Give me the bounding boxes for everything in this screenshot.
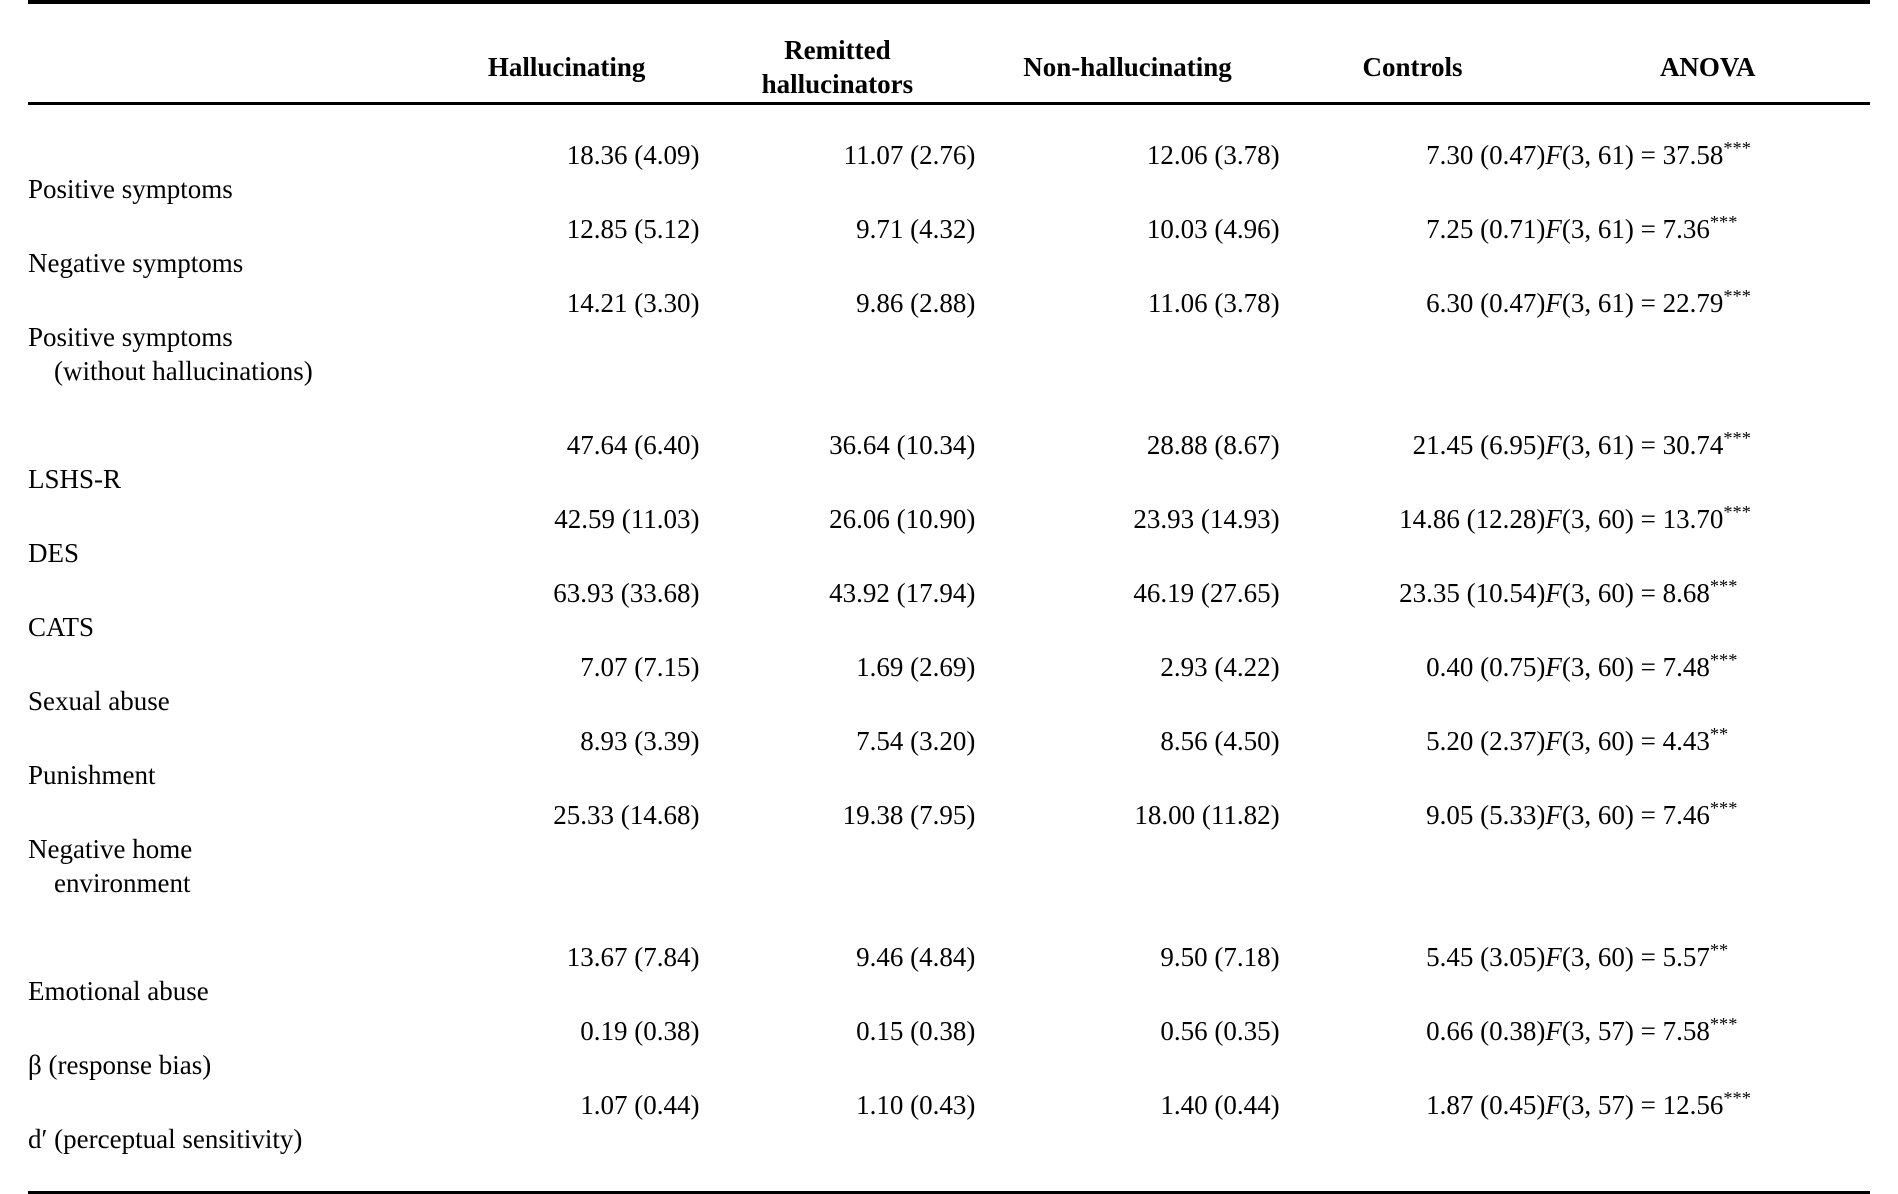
cell-non-hallucinating: 10.03 (4.96) [1146, 214, 1280, 245]
anova-f-symbol: F [1545, 652, 1562, 683]
cell-controls: 14.86 (12.28) [1399, 504, 1546, 535]
cell-anova [1545, 1011, 1870, 1085]
table-row [28, 1085, 1870, 1159]
cell-remitted: 19.38 (7.95) [842, 800, 976, 831]
row-label-main: Positive symptoms [28, 174, 233, 205]
statistics-table [28, 0, 1870, 1194]
cell-controls: 23.35 (10.54) [1399, 578, 1546, 609]
anova-statistic: (3, 60) = 7.48 [1561, 652, 1710, 683]
table-row [28, 425, 1870, 499]
anova-significance: *** [1709, 212, 1738, 233]
cell-non-hallucinating: 23.93 (14.93) [1133, 504, 1280, 535]
cell-hallucinating: 8.93 (3.39) [580, 726, 700, 757]
row-label-main: DES [28, 538, 80, 569]
cell-controls: 0.66 (0.38) [1426, 1016, 1546, 1047]
table-row [28, 209, 1870, 283]
row-label-main: LSHS-R [28, 464, 122, 495]
anova-statistic: (3, 61) = 22.79 [1561, 288, 1724, 319]
cell-non-hallucinating: 12.06 (3.78) [1146, 140, 1280, 171]
cell-hallucinating: 63.93 (33.68) [553, 578, 700, 609]
anova-f-symbol: F [1545, 1016, 1562, 1047]
cell-controls: 9.05 (5.33) [1426, 800, 1546, 831]
cell-remitted: 1.10 (0.43) [856, 1090, 976, 1121]
cell-anova [1545, 425, 1870, 499]
anova-significance: *** [1723, 1088, 1751, 1109]
anova-significance: *** [1709, 576, 1738, 597]
cell-remitted: 7.54 (3.20) [856, 726, 976, 757]
cell-controls: 5.20 (2.37) [1426, 726, 1546, 757]
cell-non-hallucinating: 28.88 (8.67) [1146, 430, 1280, 461]
anova-significance: *** [1709, 1014, 1738, 1035]
header-remitted-line1: Remitted [784, 35, 891, 65]
anova-significance: *** [1723, 428, 1751, 449]
cell-hallucinating: 25.33 (14.68) [553, 800, 700, 831]
anova-significance: *** [1723, 502, 1751, 523]
cell-non-hallucinating: 18.00 (11.82) [1134, 800, 1280, 831]
cell-anova [1545, 209, 1870, 283]
table-row [28, 573, 1870, 647]
header-non-hallucinating [975, 32, 1279, 104]
table-row [28, 795, 1870, 937]
anova-f-symbol: F [1545, 288, 1562, 319]
anova-significance: *** [1709, 798, 1738, 819]
header-non-hallucinating-label: Non-hallucinating [1023, 52, 1232, 82]
cell-remitted: 9.86 (2.88) [856, 288, 976, 319]
cell-anova [1545, 1085, 1870, 1159]
header-bottom-spacer [28, 105, 1870, 135]
cell-controls: 21.45 (6.95) [1412, 430, 1546, 461]
anova-f-symbol: F [1545, 578, 1562, 609]
anova-statistic: (3, 60) = 5.57 [1561, 942, 1710, 973]
row-label-continuation: environment [54, 868, 191, 899]
row-label [28, 1085, 434, 1159]
anova-statistic: (3, 61) = 37.58 [1561, 140, 1724, 171]
cell-non-hallucinating: 1.40 (0.44) [1160, 1090, 1280, 1121]
table-bottom-spacer [28, 1159, 1870, 1193]
header-top-spacer [28, 4, 1870, 32]
row-label [28, 425, 434, 499]
cell-remitted: 9.71 (4.32) [856, 214, 976, 245]
anova-f-symbol: F [1545, 214, 1562, 245]
cell-anova [1545, 573, 1870, 647]
row-label [28, 135, 434, 209]
row-label-main: Punishment [28, 760, 156, 791]
anova-statistic: (3, 61) = 30.74 [1561, 430, 1724, 461]
cell-remitted: 26.06 (10.90) [829, 504, 976, 535]
anova-f-symbol: F [1545, 1090, 1562, 1121]
row-label [28, 937, 434, 1011]
header-controls [1280, 32, 1546, 104]
row-label-main: β (response bias) [28, 1050, 212, 1081]
anova-significance: ** [1709, 724, 1729, 745]
header-remitted-line2: hallucinators [761, 69, 914, 100]
row-label-main: Sexual abuse [28, 686, 170, 717]
cell-anova [1545, 647, 1870, 721]
row-label [28, 209, 434, 283]
cell-remitted: 11.07 (2.76) [843, 140, 976, 171]
anova-statistic: (3, 60) = 8.68 [1561, 578, 1710, 609]
anova-f-symbol: F [1545, 140, 1562, 171]
row-label-main: Negative symptoms [28, 248, 244, 279]
cell-hallucinating: 12.85 (5.12) [566, 214, 700, 245]
anova-statistic: (3, 57) = 7.58 [1561, 1016, 1710, 1047]
cell-anova [1545, 937, 1870, 1011]
anova-f-symbol: F [1545, 942, 1562, 973]
row-label-continuation: (without hallucinations) [54, 356, 313, 387]
cell-controls: 6.30 (0.47) [1426, 288, 1546, 319]
table-row [28, 283, 1870, 425]
row-label-main: Emotional abuse [28, 976, 209, 1007]
cell-anova [1545, 721, 1870, 795]
anova-f-symbol: F [1545, 726, 1562, 757]
table-row [28, 1011, 1870, 1085]
table-row [28, 647, 1870, 721]
cell-controls: 0.40 (0.75) [1426, 652, 1546, 683]
cell-remitted: 43.92 (17.94) [829, 578, 976, 609]
row-label [28, 721, 434, 795]
cell-remitted: 1.69 (2.69) [856, 652, 976, 683]
cell-controls: 7.25 (0.71) [1426, 214, 1546, 245]
header-remitted-hallucinators [699, 32, 975, 104]
row-label [28, 1011, 434, 1085]
anova-f-symbol: F [1545, 504, 1562, 535]
row-label-main: CATS [28, 612, 95, 643]
cell-non-hallucinating: 0.56 (0.35) [1160, 1016, 1280, 1047]
cell-remitted: 36.64 (10.34) [829, 430, 976, 461]
row-label [28, 573, 434, 647]
cell-non-hallucinating: 11.06 (3.78) [1147, 288, 1280, 319]
row-label [28, 647, 434, 721]
row-label [28, 795, 434, 937]
anova-f-symbol: F [1545, 800, 1562, 831]
anova-significance: *** [1709, 650, 1738, 671]
row-label [28, 283, 434, 425]
cell-non-hallucinating: 8.56 (4.50) [1160, 726, 1280, 757]
cell-hallucinating: 18.36 (4.09) [566, 140, 700, 171]
table-row [28, 135, 1870, 209]
anova-significance: *** [1723, 286, 1751, 307]
anova-statistic: (3, 57) = 12.56 [1561, 1090, 1724, 1121]
cell-controls: 5.45 (3.05) [1426, 942, 1546, 973]
cell-hallucinating: 42.59 (11.03) [554, 504, 700, 535]
cell-anova [1545, 499, 1870, 573]
cell-controls: 7.30 (0.47) [1426, 140, 1546, 171]
cell-remitted: 9.46 (4.84) [856, 942, 976, 973]
header-hallucinating [434, 32, 700, 104]
anova-statistic: (3, 60) = 4.43 [1561, 726, 1710, 757]
cell-remitted: 0.15 (0.38) [856, 1016, 976, 1047]
cell-anova [1545, 135, 1870, 209]
cell-hallucinating: 0.19 (0.38) [580, 1016, 700, 1047]
header-anova-label: ANOVA [1659, 52, 1756, 82]
cell-controls: 1.87 (0.45) [1426, 1090, 1546, 1121]
header-controls-label: Controls [1362, 52, 1463, 82]
anova-statistic: (3, 60) = 13.70 [1561, 504, 1724, 535]
cell-hallucinating: 1.07 (0.44) [580, 1090, 700, 1121]
table-row [28, 937, 1870, 1011]
row-label-main: Negative home [28, 834, 193, 865]
cell-anova [1545, 283, 1870, 425]
cell-non-hallucinating: 2.93 (4.22) [1160, 652, 1280, 683]
row-label [28, 499, 434, 573]
cell-non-hallucinating: 46.19 (27.65) [1133, 578, 1280, 609]
anova-statistic: (3, 61) = 7.36 [1561, 214, 1710, 245]
header-blank-cell [28, 32, 434, 104]
row-label-main: d′ (perceptual sensitivity) [28, 1124, 303, 1155]
cell-non-hallucinating: 9.50 (7.18) [1160, 942, 1280, 973]
anova-statistic: (3, 60) = 7.46 [1561, 800, 1710, 831]
cell-hallucinating: 7.07 (7.15) [580, 652, 700, 683]
table-row [28, 721, 1870, 795]
anova-f-symbol: F [1545, 430, 1562, 461]
table-header-row [28, 32, 1870, 104]
header-anova [1545, 32, 1870, 104]
row-label-main: Positive symptoms [28, 322, 233, 353]
cell-hallucinating: 13.67 (7.84) [566, 942, 700, 973]
table-row [28, 499, 1870, 573]
cell-hallucinating: 14.21 (3.30) [566, 288, 700, 319]
anova-significance: ** [1709, 940, 1729, 961]
cell-anova [1545, 795, 1870, 937]
header-hallucinating-label: Hallucinating [487, 52, 646, 82]
cell-hallucinating: 47.64 (6.40) [566, 430, 700, 461]
anova-significance: *** [1723, 138, 1751, 159]
